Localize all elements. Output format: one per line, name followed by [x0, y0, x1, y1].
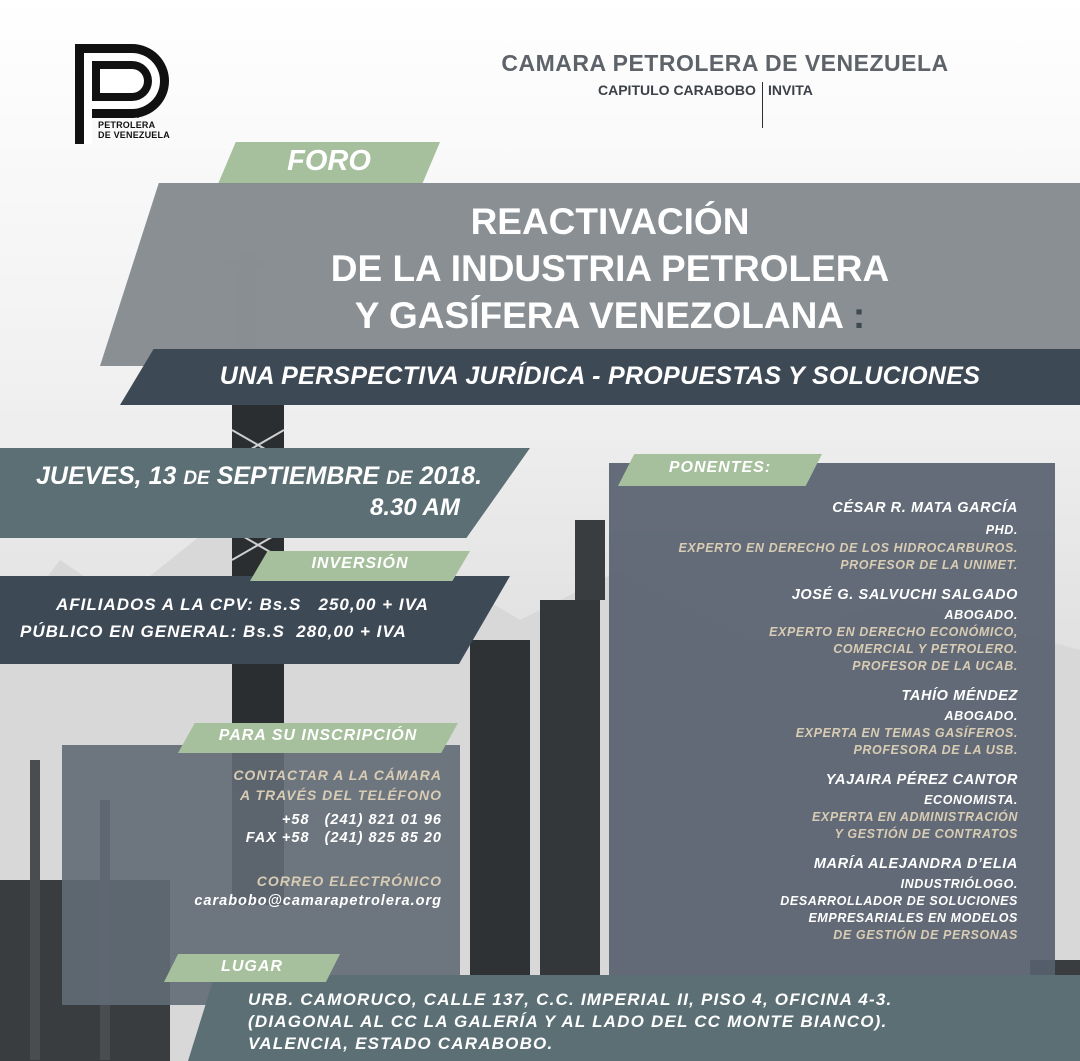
date-de-2: DE — [386, 468, 413, 489]
venue-address-line-3: VALENCIA, ESTADO CARABOBO. — [248, 1034, 554, 1053]
speaker-title: INDUSTRIÓLOGO. — [900, 877, 1018, 891]
date-year: 2018. — [419, 462, 483, 490]
logo-line-2: PETROLERA — [98, 120, 156, 130]
speaker-detail: EXPERTO EN DERECHO ECONÓMICO, — [769, 625, 1018, 639]
event-subtitle: UNA PERSPECTIVA JURÍDICA - PROPUESTAS Y SOLUCIONES — [219, 362, 981, 390]
speaker-detail: DESARROLLADOR DE SOLUCIONES — [780, 894, 1018, 908]
chapter-name: CAPITULO CARABOBO — [598, 82, 756, 98]
investment-band — [0, 576, 510, 664]
registration-email[interactable]: carabobo@camarapetrolera.org — [194, 893, 442, 909]
organization-name: CAMARA PETROLERA DE VENEZUELA — [501, 50, 949, 76]
investment-affiliates: AFILIADOS A LA CPV: Bs.S 250,00 + IVA — [56, 595, 429, 614]
registration-fax[interactable]: FAX +58 (241) 825 85 20 — [245, 830, 442, 846]
date-day-number: 13 — [148, 462, 177, 490]
title-colon: : — [852, 295, 866, 336]
speaker-title: ABOGADO. — [944, 608, 1018, 622]
title-line-2: DE LA INDUSTRIA PETROLERA — [330, 248, 890, 289]
speaker-name: YAJAIRA PÉREZ CANTOR — [825, 772, 1018, 788]
logo-line-1: CAMARA — [98, 110, 140, 120]
speaker-detail: COMERCIAL Y PETROLERO. — [833, 642, 1018, 656]
logo-line-3: DE VENEZUELA — [98, 130, 170, 140]
title-line-3-text: Y GASÍFERA VENEZOLANA — [354, 295, 843, 336]
investment-label: INVERSIÓN — [311, 555, 409, 572]
date-de-1: DE — [183, 468, 210, 489]
speaker-detail: Y GESTIÓN DE CONTRATOS — [834, 827, 1018, 841]
event-time: 8.30 AM — [370, 494, 460, 521]
speaker-detail: DE GESTIÓN DE PERSONAS — [833, 928, 1018, 942]
speaker-title: PHD. — [985, 523, 1018, 537]
venue-label: LUGAR — [221, 958, 283, 975]
registration-contact-line-2: A TRAVÉS DEL TELÉFONO — [240, 787, 442, 803]
speaker-name: CÉSAR R. MATA GARCÍA — [832, 500, 1018, 516]
date-month: SEPTIEMBRE — [216, 462, 380, 490]
speaker-detail: EXPERTA EN ADMINISTRACIÓN — [812, 810, 1018, 824]
speaker-detail: EMPRESARIALES EN MODELOS — [808, 911, 1018, 925]
header-divider — [762, 82, 763, 128]
event-type: FORO — [287, 145, 371, 177]
event-title — [250, 198, 970, 339]
speaker-title: ABOGADO. — [944, 709, 1018, 723]
registration-contact-line-1: CONTACTAR A LA CÁMARA — [233, 767, 442, 783]
registration-email-label: CORREO ELECTRÓNICO — [256, 873, 442, 889]
title-line-3 — [250, 292, 970, 339]
venue-address-line-2: (DIAGONAL AL CC LA GALERÍA Y AL LADO DEL CC MONTE BIANCO). — [248, 1012, 888, 1031]
event-date — [36, 462, 482, 491]
speaker-detail: EXPERTO EN DERECHO DE LOS HIDROCARBUROS. — [678, 541, 1018, 555]
venue-address-line-1: URB. CAMORUCO, CALLE 137, C.C. IMPERIAL II, PISO 4, OFICINA 4-3. — [248, 990, 893, 1009]
speakers-label: PONENTES: — [668, 459, 772, 476]
logo-wordmark — [98, 110, 170, 140]
speaker-detail: PROFESORA DE LA USB. — [853, 743, 1018, 757]
speaker-name: MARÍA ALEJANDRA D’ELIA — [813, 856, 1018, 872]
invite-label: INVITA — [768, 82, 813, 98]
speaker-title: ECONOMISTA. — [924, 793, 1018, 807]
date-day: JUEVES, — [36, 462, 142, 490]
registration-label: PARA SU INSCRIPCIÓN — [218, 727, 418, 744]
speaker-name: JOSÉ G. SALVUCHI SALGADO — [791, 587, 1018, 603]
title-line-1: REACTIVACIÓN — [470, 201, 750, 242]
investment-public: PÚBLICO EN GENERAL: Bs.S 280,00 + IVA — [20, 622, 407, 641]
speaker-detail: PROFESOR DE LA UCAB. — [852, 659, 1018, 673]
speaker-detail: EXPERTA EN TEMAS GASÍFEROS. — [795, 726, 1018, 740]
speaker-detail: PROFESOR DE LA UNIMET. — [840, 558, 1018, 572]
registration-phone[interactable]: +58 (241) 821 01 96 — [281, 812, 442, 828]
speaker-name: TAHÍO MÉNDEZ — [901, 688, 1018, 704]
